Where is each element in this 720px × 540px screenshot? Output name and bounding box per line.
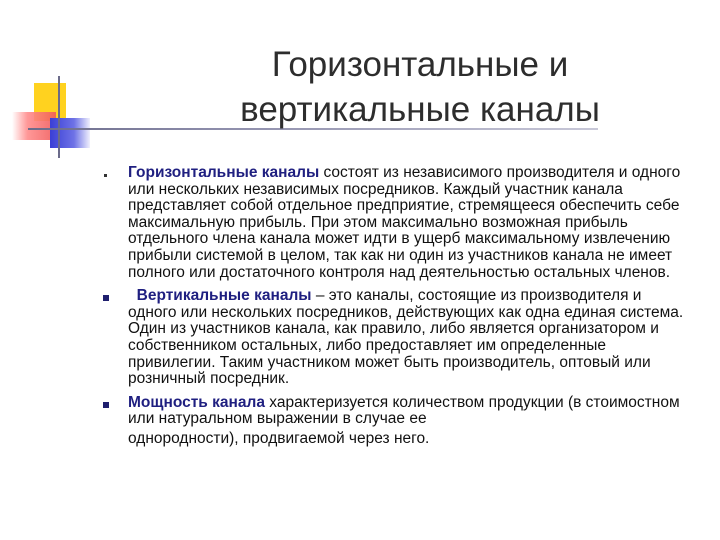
item-text-horizontal: состоят из независимого производителя и одного или нескольких независимых посредников. Каждый участник канала представляет собой отдельное предприятие, стремящееся обеспечить себе максимальную прибыль. При этом максимально возможная прибыль отдельного члена канала может идти в ущерб максимальному извлечению прибыли системой в целом, так как ни один из участников канала не имеет полного или достаточного контроля над деятельностью остальных членов. [128,164,681,281]
ornament-blue-square [50,118,90,148]
term-vertical-channels: Вертикальные каналы [136,287,312,305]
list-item-horizontal [128,165,688,281]
bullet-dot-icon [104,174,107,177]
list-item-capacity [128,395,688,448]
list-item-vertical [128,288,688,388]
item-lead-space [128,287,137,304]
term-channel-capacity: Мощность канала [128,393,265,411]
corner-ornament [0,0,120,170]
item-text-vertical: – это каналы, состоящие из производителя и одного или нескольких посредников, действующих как одна единая система. Один из участников канала, как правило, либо является организатором и собственником остальных, либо предоставляет им определенные привилегии. Таким участником может быть производитель, оптовый или розничный посредник. [128,287,684,388]
slide-title [140,42,700,132]
bullet-square-icon [103,295,109,301]
bullet-list [128,165,688,455]
item-text-capacity-end: однородности), продвигаемой через него. [128,429,430,447]
term-horizontal-channels: Горизонтальные каналы [128,164,320,181]
slide-title-line-2: вертикальные каналы [240,90,600,129]
slide-title-line-1: Горизонтальные и [271,45,569,84]
ornament-vertical-line [58,76,60,158]
bullet-square-icon [103,402,109,408]
item-text-capacity: характеризуется количеством продукции (в стоимостном или натуральном выражении в случае ее [128,393,680,428]
